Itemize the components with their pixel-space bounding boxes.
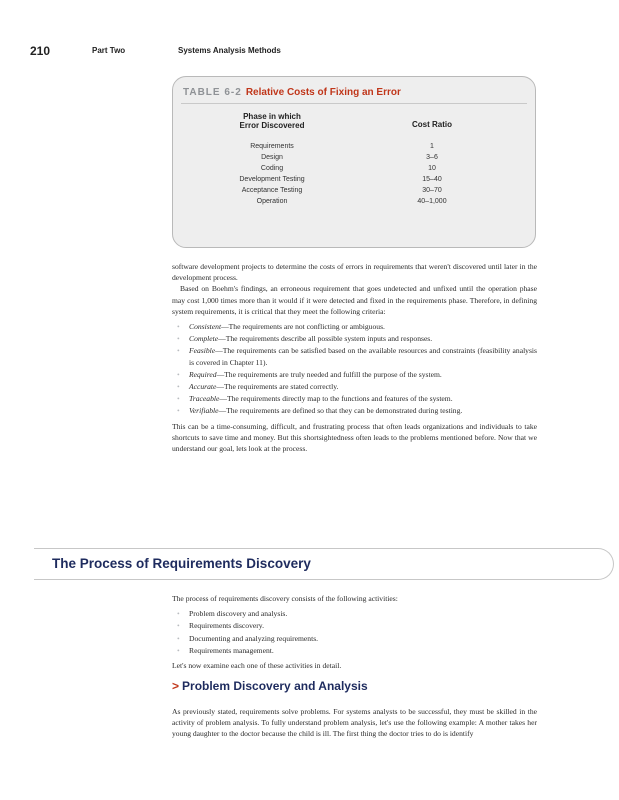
table-title	[183, 87, 401, 98]
paragraph: software development projects to determine the costs of errors in requirements that weren't discovered until later in the development process.	[172, 262, 537, 283]
section-title: The Process of Requirements Discovery	[52, 556, 311, 571]
list-item	[172, 381, 537, 392]
table-cell-cost: 3–6	[426, 154, 438, 161]
table-caption: Relative Costs of Fixing an Error	[245, 87, 401, 98]
criterion-term: Required	[189, 369, 217, 379]
criterion-term: Accurate	[189, 382, 217, 392]
table-cell-phase: Acceptance Testing	[241, 187, 303, 194]
table-cell-phase: Development Testing	[239, 176, 305, 183]
bullet-icon: •	[177, 382, 180, 392]
subsection-title: Problem Discovery and Analysis	[182, 679, 368, 693]
section-heading-bar	[34, 548, 614, 580]
bullet-icon: •	[177, 406, 180, 416]
list-item	[172, 345, 537, 367]
section-body	[172, 593, 537, 671]
bullet-icon: •	[177, 334, 180, 344]
bullet-icon: •	[177, 346, 180, 356]
bullet-icon: •	[177, 369, 180, 379]
bullet-icon: •	[177, 645, 180, 655]
table-cell-phase: Coding	[260, 165, 284, 172]
table-row	[173, 196, 535, 207]
table-cell-phase: Requirements	[250, 143, 294, 150]
table-row	[173, 141, 535, 152]
part-label: Part Two	[92, 46, 126, 55]
criterion-text: —The requirements are truly needed and fulfill the purpose of the system.	[216, 369, 442, 379]
bullet-icon: •	[177, 322, 180, 332]
paragraph: As previously stated, requirements solve problems. For systems analysts to be successful, they must be skilled in the activity of problem analysis. To fully understand problem analysis, let's use the following example: A mother takes her young daughter to the doctor because the child is ill. The first thing the doctor tries to do is identify	[172, 707, 537, 739]
criterion-text: —The requirements can be satisfied based on the available resources and constraints (feasibility analysis is covered in Chapter 11).	[189, 346, 537, 367]
criteria-list	[172, 321, 537, 417]
table-cell-phase: Design	[261, 154, 283, 161]
criterion-term: Traceable	[189, 394, 220, 404]
subsection-heading	[172, 679, 368, 693]
running-header	[30, 44, 590, 60]
list-item	[172, 405, 537, 416]
criterion-text: —The requirements describe all possible system inputs and responses.	[218, 334, 433, 344]
list-item	[172, 369, 537, 380]
table-header-phase: Phase in which Error Discovered	[239, 112, 305, 130]
criterion-text: —The requirements are defined so that they can be demonstrated during testing.	[218, 406, 463, 416]
table-row	[173, 174, 535, 185]
paragraph: Let's now examine each one of these activities in detail.	[172, 661, 342, 671]
criterion-text: —The requirements directly map to the functions and features of the system.	[219, 394, 453, 404]
criterion-text: —The requirements are not conflicting or ambiguous.	[221, 322, 385, 332]
table-cell-cost: 40–1,000	[417, 198, 447, 205]
list-item: • Requirements management.	[177, 645, 274, 655]
table-divider	[181, 103, 527, 104]
paragraph: Based on Boehm's findings, an erroneous requirement that goes undetected and unfixed until the operation phase may cost 1,000 times more than it would if it were detected and fixed in the requirements phase. Therefore, in defining system requirements, it is critical that they meet the following criteria:	[172, 284, 537, 316]
subsection-body	[172, 706, 537, 740]
table-cell-cost: 1	[430, 143, 434, 150]
list-item	[172, 333, 537, 344]
table-row	[173, 185, 535, 196]
criterion-text: —The requirements are stated correctly.	[216, 382, 339, 392]
table-cell-cost: 30–70	[422, 187, 442, 194]
activities-list	[172, 608, 537, 656]
table-header-cost: Cost Ratio	[412, 120, 452, 129]
table-cell-cost: 10	[428, 165, 436, 172]
table-cell-phase: Operation	[256, 198, 288, 205]
table-cell-cost: 15–40	[422, 176, 442, 183]
list-item: • Problem discovery and analysis.	[177, 609, 288, 619]
table-label: TABLE 6-2	[183, 87, 242, 98]
list-item: • Documenting and analyzing requirements.	[177, 633, 319, 643]
chapter-running-title: Systems Analysis Methods	[178, 46, 281, 55]
criterion-term: Consistent	[189, 322, 222, 332]
paragraph: The process of requirements discovery consists of the following activities:	[172, 594, 398, 603]
criterion-term: Verifiable	[189, 406, 219, 416]
bullet-icon: •	[177, 394, 180, 404]
paragraph: This can be a time-consuming, difficult, and frustrating process that often leads organizations and individuals to take shortcuts to save time and money. But this shortsightedness often leads to the problems mentioned before. Now that we understand our goal, lets look at the process.	[172, 421, 537, 454]
chevron-right-icon: >	[172, 679, 180, 693]
list-item	[172, 393, 537, 404]
page-number: 210	[30, 44, 51, 58]
criterion-term: Feasible	[189, 346, 216, 356]
table-row	[173, 152, 535, 163]
cost-table	[172, 76, 536, 248]
criterion-term: Complete	[189, 334, 219, 344]
table-row	[173, 163, 535, 174]
bullet-icon: •	[177, 609, 180, 619]
body-text	[172, 261, 537, 454]
list-item	[172, 321, 537, 332]
list-item: • Requirements discovery.	[177, 621, 265, 631]
bullet-icon: •	[177, 621, 180, 631]
bullet-icon: •	[177, 633, 180, 643]
